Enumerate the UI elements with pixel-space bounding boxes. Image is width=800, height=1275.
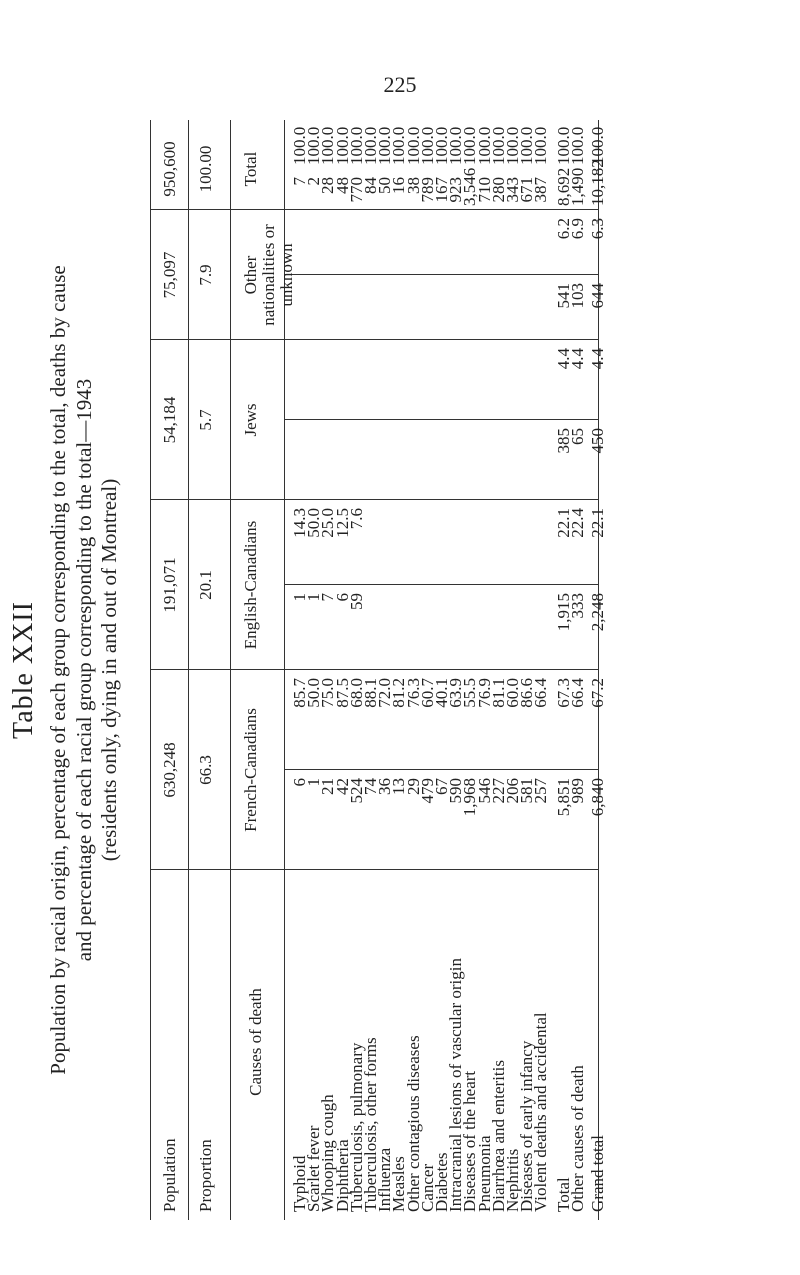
cause-row-10-label: Diabetes	[432, 1152, 451, 1212]
column-rule-4	[150, 209, 598, 210]
cause-row-17-fr-percent: 66.4	[531, 678, 551, 708]
grand-total-row-ot-count: 644	[588, 283, 607, 309]
cause-row-17-tt-count: 387	[531, 177, 551, 203]
proportion-rule	[230, 120, 231, 1220]
other-causes-row-en-percent: 22.4	[567, 508, 587, 538]
cause-row-10-fr-count: 67	[432, 778, 451, 795]
cause-row-6-fr-count: 36	[375, 778, 395, 795]
cause-row-4-en-percent: 7.6	[346, 508, 366, 530]
total-row-en-percent: 22.1	[553, 508, 573, 538]
other-causes-row-ot-percent: 6.9	[567, 218, 587, 240]
population-en: 191,071	[160, 557, 179, 613]
total-row-ot-percent: 6.2	[553, 218, 573, 240]
cause-row-15-tt-count: 343	[503, 177, 522, 203]
cause-row-12-tt-percent: 100.0	[460, 126, 480, 165]
table-label: Table XXII	[8, 601, 39, 739]
cause-row-0-fr-percent: 85.7	[290, 678, 309, 708]
cause-row-12-fr-count: 1,968	[460, 778, 480, 817]
grand-total-row-tt-percent: 100.0	[588, 126, 607, 165]
proportion-fr: 66.3	[196, 755, 215, 785]
cause-row-5-tt-count: 84	[361, 177, 380, 194]
cause-row-3-en-count: 6	[332, 593, 352, 602]
cause-row-9-fr-percent: 60.7	[417, 678, 437, 708]
proportion-tt: 100.00	[196, 145, 215, 193]
cause-row-9-fr-count: 479	[417, 778, 437, 804]
cause-row-1-tt-percent: 100.0	[304, 126, 324, 165]
grand-total-row-en-percent: 22.1	[588, 508, 607, 538]
cause-row-7-fr-percent: 81.2	[389, 678, 409, 708]
cause-row-15-tt-percent: 100.0	[503, 126, 522, 165]
cause-row-1-fr-percent: 50.0	[304, 678, 324, 708]
total-row-fr-percent: 67.3	[553, 678, 573, 708]
cause-row-17-fr-count: 257	[531, 778, 551, 804]
subcolumn-rule-3	[284, 274, 598, 275]
cause-row-5-label: Tuberculosis, other forms	[361, 1037, 380, 1212]
other-causes-row-en-count: 333	[567, 593, 587, 619]
cause-row-3-label: Diphtheria	[332, 1139, 352, 1212]
cause-row-4-tt-percent: 100.0	[346, 126, 366, 165]
cause-row-15-label: Nephritis	[503, 1148, 522, 1212]
other-causes-row-jw-count: 65	[567, 428, 587, 445]
cause-row-13-tt-percent: 100.0	[474, 126, 494, 165]
population-jw: 54,184	[160, 396, 179, 444]
cause-row-0-label: Typhoid	[290, 1155, 309, 1212]
causes-label: Causes of death	[246, 988, 265, 1096]
cause-row-3-fr-percent: 87.5	[332, 678, 352, 708]
cause-row-4-fr-percent: 68.0	[346, 678, 366, 708]
cause-row-3-en-percent: 12.5	[332, 508, 352, 538]
group-name-tt: Total	[241, 151, 260, 187]
cause-row-7-tt-percent: 100.0	[389, 126, 409, 165]
cause-row-4-fr-count: 524	[346, 778, 366, 804]
cause-row-6-fr-percent: 72.0	[375, 678, 395, 708]
page-number: 225	[383, 72, 417, 97]
group-name-en: English-Canadians	[241, 520, 260, 650]
cause-row-17-tt-percent: 100.0	[531, 126, 551, 165]
cause-row-14-fr-percent: 81.1	[488, 678, 508, 708]
cause-row-5-fr-count: 74	[361, 778, 380, 795]
cause-row-14-tt-percent: 100.0	[488, 126, 508, 165]
total-row-tt-percent: 100.0	[553, 126, 573, 165]
cause-row-8-tt-count: 38	[403, 177, 423, 194]
cause-row-8-label: Other contagious diseases	[403, 1035, 423, 1212]
cause-row-1-en-percent: 50.0	[304, 508, 324, 538]
cause-row-7-tt-count: 16	[389, 177, 409, 194]
cause-row-0-en-percent: 14.3	[290, 508, 309, 538]
other-causes-row-jw-percent: 4.4	[567, 348, 587, 370]
total-row-ot-count: 541	[553, 283, 573, 309]
cause-row-5-tt-percent: 100.0	[361, 126, 380, 165]
proportion-en: 20.1	[196, 570, 215, 600]
cause-row-0-tt-count: 7	[290, 177, 309, 186]
cause-row-13-label: Pneumonia	[474, 1135, 494, 1212]
grand-total-row-ot-percent: 6.3	[588, 218, 607, 240]
total-row-jw-percent: 4.4	[553, 348, 573, 370]
cause-row-12-tt-count: 3,546	[460, 167, 480, 206]
total-row-label: Total	[553, 1177, 573, 1212]
cause-row-8-tt-percent: 100.0	[403, 126, 423, 165]
cause-row-1-fr-count: 1	[304, 778, 324, 787]
cause-row-11-tt-percent: 100.0	[446, 126, 466, 165]
cause-row-5-fr-percent: 88.1	[361, 678, 380, 708]
cause-row-11-tt-count: 923	[446, 177, 466, 203]
grand-total-row-tt-count: 10,182	[588, 159, 607, 206]
cause-row-6-tt-percent: 100.0	[375, 126, 395, 165]
subcolumn-rule-0	[284, 769, 598, 770]
cause-row-16-fr-count: 581	[517, 778, 537, 804]
population-ot: 75,097	[160, 251, 179, 299]
grand-total-row-jw-percent: 4.4	[588, 348, 607, 370]
cause-row-4-label: Tuberculosis, pulmonary	[346, 1042, 366, 1212]
table-subtitle-1: Population by racial origin, percentage of each group corresponding to the total, deaths by cause	[46, 265, 70, 1075]
grand-total-row-label: Grand total	[588, 1135, 607, 1212]
column-rule-1	[150, 669, 598, 670]
total-row-jw-count: 385	[553, 428, 573, 454]
cause-row-10-fr-percent: 40.1	[432, 678, 451, 708]
cause-row-4-en-count: 59	[346, 593, 366, 610]
cause-row-9-tt-count: 789	[417, 177, 437, 203]
cause-row-15-fr-count: 206	[503, 778, 522, 804]
cause-row-11-fr-percent: 63.9	[446, 678, 466, 708]
cause-row-7-label: Measles	[389, 1156, 409, 1212]
table-subtitle-2: and percentage of each racial group corresponding to the total—1943	[71, 378, 96, 962]
cause-row-0-tt-percent: 100.0	[290, 126, 309, 165]
cause-row-8-fr-count: 29	[403, 778, 423, 795]
proportion-ot: 7.9	[196, 264, 215, 286]
mortality-table	[150, 120, 607, 1220]
cause-row-12-label: Diseases of the heart	[460, 1070, 480, 1212]
cause-row-1-en-count: 1	[304, 593, 324, 602]
cause-row-0-fr-count: 6	[290, 778, 309, 787]
cause-row-11-label: Intracranial lesions of vascular origin	[446, 958, 466, 1212]
group-name-fr: French-Canadians	[241, 708, 260, 832]
total-row-tt-count: 8,692	[553, 167, 573, 206]
cause-row-13-fr-percent: 76.9	[474, 678, 494, 708]
cause-row-6-tt-count: 50	[375, 177, 395, 194]
cause-row-2-fr-count: 21	[318, 778, 338, 795]
population-rule	[188, 120, 189, 1220]
table-top-rule	[150, 120, 151, 1220]
other-causes-row-label: Other causes of death	[567, 1065, 587, 1212]
cause-row-11-fr-count: 590	[446, 778, 466, 804]
total-row-en-count: 1,915	[553, 593, 573, 632]
subcolumn-rule-1	[284, 584, 598, 585]
table-subtitle-3: (residents only, dying in and out of Montreal)	[97, 478, 122, 862]
cause-row-14-label: Diarrhœa and enteritis	[488, 1060, 508, 1212]
proportion-label: Proportion	[196, 1139, 215, 1212]
cause-row-2-label: Whooping cough	[318, 1094, 338, 1212]
group-name-jw: Jews	[241, 403, 260, 437]
total-row-fr-count: 5,851	[553, 778, 573, 817]
subcolumn-rule-2	[284, 419, 598, 420]
cause-row-3-tt-percent: 100.0	[332, 126, 352, 165]
cause-row-4-tt-count: 770	[346, 177, 366, 203]
cause-row-12-fr-percent: 55.5	[460, 678, 480, 708]
grand-total-row-fr-percent: 67.2	[588, 678, 607, 708]
table-heading	[8, 120, 123, 1220]
cause-row-8-fr-percent: 76.3	[403, 678, 423, 708]
other-causes-row-fr-count: 989	[567, 778, 587, 804]
other-causes-row-fr-percent: 66.4	[567, 678, 587, 708]
proportion-jw: 5.7	[196, 409, 215, 431]
cause-row-10-tt-percent: 100.0	[432, 126, 451, 165]
cause-row-13-fr-count: 546	[474, 778, 494, 804]
cause-row-2-en-percent: 25.0	[318, 508, 338, 538]
cause-row-10-tt-count: 167	[432, 177, 451, 203]
cause-row-2-en-count: 7	[318, 593, 338, 602]
cause-row-2-fr-percent: 75.0	[318, 678, 338, 708]
cause-row-0-en-count: 1	[290, 593, 309, 602]
cause-row-1-label: Scarlet fever	[304, 1125, 324, 1212]
column-rule-3	[150, 339, 598, 340]
grand-total-row-en-count: 2,248	[588, 593, 607, 632]
cause-row-17-label: Violent deaths and accidental	[531, 1012, 551, 1212]
cause-row-16-label: Diseases of early infancy	[517, 1040, 537, 1212]
cause-row-6-label: Influenza	[375, 1147, 395, 1212]
other-causes-row-tt-percent: 100.0	[567, 126, 587, 165]
rotated-page	[0, 120, 800, 1220]
cause-row-16-tt-percent: 100.0	[517, 126, 537, 165]
grand-total-row-jw-count: 450	[588, 428, 607, 454]
other-causes-row-tt-count: 1,490	[567, 167, 587, 206]
column-rule-0	[150, 869, 598, 870]
cause-row-16-fr-percent: 86.6	[517, 678, 537, 708]
cause-row-7-fr-count: 13	[389, 778, 409, 795]
group-name-ot: Other nationalities or unknown	[241, 224, 296, 326]
cause-row-2-tt-percent: 100.0	[318, 126, 338, 165]
cause-row-14-tt-count: 280	[488, 177, 508, 203]
cause-row-2-tt-count: 28	[318, 177, 338, 194]
cause-row-3-fr-count: 42	[332, 778, 352, 795]
cause-row-9-tt-percent: 100.0	[417, 126, 437, 165]
cause-row-13-tt-count: 710	[474, 177, 494, 203]
column-rule-2	[150, 499, 598, 500]
cause-row-1-tt-count: 2	[304, 177, 324, 186]
population-tt: 950,600	[160, 141, 179, 197]
cause-row-9-label: Cancer	[417, 1163, 437, 1212]
population-fr: 630,248	[160, 742, 179, 798]
cause-row-15-fr-percent: 60.0	[503, 678, 522, 708]
other-causes-row-ot-count: 103	[567, 283, 587, 309]
cause-row-16-tt-count: 671	[517, 177, 537, 203]
cause-row-3-tt-count: 48	[332, 177, 352, 194]
grand-total-row-fr-count: 6,840	[588, 778, 607, 817]
population-label: Population	[160, 1138, 179, 1212]
cause-row-14-fr-count: 227	[488, 778, 508, 804]
